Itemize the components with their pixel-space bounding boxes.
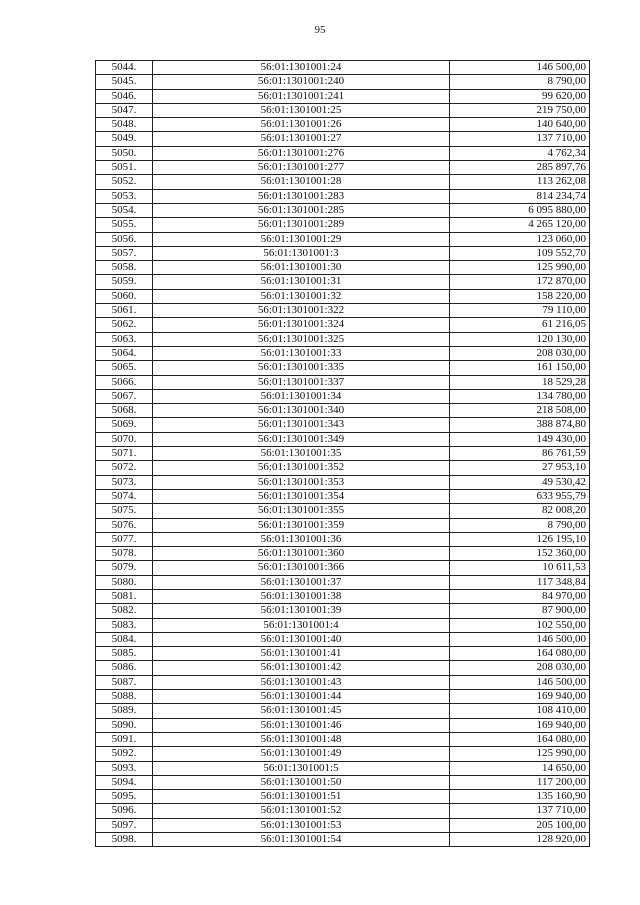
cadastral-number-cell: 56:01:1301001:45 (153, 704, 450, 718)
cadastral-number-cell: 56:01:1301001:366 (153, 561, 450, 575)
table-row (96, 361, 590, 375)
row-number-cell: 5063. (96, 332, 153, 346)
row-number-cell: 5069. (96, 418, 153, 432)
table-row (96, 589, 590, 603)
row-number-cell: 5051. (96, 161, 153, 175)
cadastral-number-cell: 56:01:1301001:53 (153, 818, 450, 832)
table-row (96, 475, 590, 489)
row-number-cell: 5086. (96, 661, 153, 675)
cadastral-value-cell: 4 265 120,00 (450, 218, 590, 232)
table-row (96, 790, 590, 804)
cadastral-value-cell: 135 160,90 (450, 790, 590, 804)
cadastral-number-cell: 56:01:1301001:24 (153, 61, 450, 75)
table-row (96, 189, 590, 203)
row-number-cell: 5066. (96, 375, 153, 389)
row-number-cell: 5067. (96, 389, 153, 403)
cadastral-number-cell: 56:01:1301001:44 (153, 690, 450, 704)
cadastral-number-cell: 56:01:1301001:26 (153, 118, 450, 132)
table-row (96, 532, 590, 546)
cadastral-number-cell: 56:01:1301001:30 (153, 261, 450, 275)
table-row (96, 447, 590, 461)
row-number-cell: 5059. (96, 275, 153, 289)
cadastral-number-cell: 56:01:1301001:289 (153, 218, 450, 232)
row-number-cell: 5061. (96, 304, 153, 318)
table-row (96, 275, 590, 289)
table-row (96, 61, 590, 75)
cadastral-value-cell: 82 008,20 (450, 504, 590, 518)
table-row (96, 518, 590, 532)
table-row (96, 146, 590, 160)
row-number-cell: 5065. (96, 361, 153, 375)
cadastral-number-cell: 56:01:1301001:353 (153, 475, 450, 489)
cadastral-value-cell: 99 620,00 (450, 89, 590, 103)
cadastral-value-cell: 205 100,00 (450, 818, 590, 832)
cadastral-value-cell: 134 780,00 (450, 389, 590, 403)
table-row (96, 318, 590, 332)
page-number: 95 (314, 24, 326, 36)
registry-table-body (96, 61, 590, 847)
row-number-cell: 5047. (96, 103, 153, 117)
table-row (96, 246, 590, 260)
table-row (96, 289, 590, 303)
cadastral-value-cell: 152 360,00 (450, 547, 590, 561)
table-row (96, 432, 590, 446)
row-number-cell: 5046. (96, 89, 153, 103)
row-number-cell: 5083. (96, 618, 153, 632)
cadastral-value-cell: 208 030,00 (450, 346, 590, 360)
cadastral-number-cell: 56:01:1301001:283 (153, 189, 450, 203)
table-row (96, 89, 590, 103)
cadastral-number-cell: 56:01:1301001:27 (153, 132, 450, 146)
cadastral-number-cell: 56:01:1301001:38 (153, 589, 450, 603)
cadastral-number-cell: 56:01:1301001:359 (153, 518, 450, 532)
cadastral-number-cell: 56:01:1301001:3 (153, 246, 450, 260)
table-row (96, 575, 590, 589)
cadastral-value-cell: 18 529,28 (450, 375, 590, 389)
cadastral-number-cell: 56:01:1301001:25 (153, 103, 450, 117)
table-row (96, 690, 590, 704)
cadastral-value-cell: 140 640,00 (450, 118, 590, 132)
table-row (96, 747, 590, 761)
row-number-cell: 5052. (96, 175, 153, 189)
cadastral-value-cell: 10 611,53 (450, 561, 590, 575)
row-number-cell: 5068. (96, 404, 153, 418)
cadastral-value-cell: 120 130,00 (450, 332, 590, 346)
cadastral-value-cell: 14 650,00 (450, 761, 590, 775)
cadastral-value-cell: 125 990,00 (450, 747, 590, 761)
cadastral-value-cell: 128 920,00 (450, 833, 590, 847)
cadastral-number-cell: 56:01:1301001:33 (153, 346, 450, 360)
cadastral-value-cell: 814 234,74 (450, 189, 590, 203)
cadastral-number-cell: 56:01:1301001:37 (153, 575, 450, 589)
row-number-cell: 5093. (96, 761, 153, 775)
cadastral-number-cell: 56:01:1301001:343 (153, 418, 450, 432)
cadastral-value-cell: 633 955,79 (450, 489, 590, 503)
cadastral-number-cell: 56:01:1301001:51 (153, 790, 450, 804)
table-row (96, 404, 590, 418)
cadastral-value-cell: 388 874,80 (450, 418, 590, 432)
cadastral-value-cell: 158 220,00 (450, 289, 590, 303)
row-number-cell: 5085. (96, 647, 153, 661)
row-number-cell: 5054. (96, 203, 153, 217)
cadastral-value-cell: 285 897,76 (450, 161, 590, 175)
cadastral-number-cell: 56:01:1301001:241 (153, 89, 450, 103)
cadastral-value-cell: 27 953,10 (450, 461, 590, 475)
row-number-cell: 5091. (96, 732, 153, 746)
cadastral-number-cell: 56:01:1301001:276 (153, 146, 450, 160)
cadastral-number-cell: 56:01:1301001:352 (153, 461, 450, 475)
cadastral-number-cell: 56:01:1301001:42 (153, 661, 450, 675)
row-number-cell: 5074. (96, 489, 153, 503)
row-number-cell: 5056. (96, 232, 153, 246)
row-number-cell: 5094. (96, 775, 153, 789)
cadastral-number-cell: 56:01:1301001:28 (153, 175, 450, 189)
cadastral-value-cell: 117 200,00 (450, 775, 590, 789)
cadastral-value-cell: 137 710,00 (450, 804, 590, 818)
cadastral-number-cell: 56:01:1301001:40 (153, 632, 450, 646)
cadastral-value-cell: 172 870,00 (450, 275, 590, 289)
table-row (96, 304, 590, 318)
cadastral-number-cell: 56:01:1301001:36 (153, 532, 450, 546)
cadastral-value-cell: 125 990,00 (450, 261, 590, 275)
cadastral-value-cell: 126 195,10 (450, 532, 590, 546)
row-number-cell: 5097. (96, 818, 153, 832)
cadastral-number-cell: 56:01:1301001:34 (153, 389, 450, 403)
row-number-cell: 5045. (96, 75, 153, 89)
row-number-cell: 5050. (96, 146, 153, 160)
table-row (96, 833, 590, 847)
row-number-cell: 5088. (96, 690, 153, 704)
row-number-cell: 5095. (96, 790, 153, 804)
cadastral-value-cell: 146 500,00 (450, 632, 590, 646)
cadastral-number-cell: 56:01:1301001:50 (153, 775, 450, 789)
table-row (96, 718, 590, 732)
table-row (96, 818, 590, 832)
table-row (96, 704, 590, 718)
table-row (96, 418, 590, 432)
row-number-cell: 5077. (96, 532, 153, 546)
cadastral-number-cell: 56:01:1301001:340 (153, 404, 450, 418)
cadastral-value-cell: 4 762,34 (450, 146, 590, 160)
cadastral-number-cell: 56:01:1301001:5 (153, 761, 450, 775)
row-number-cell: 5072. (96, 461, 153, 475)
row-number-cell: 5048. (96, 118, 153, 132)
table-row (96, 504, 590, 518)
cadastral-value-cell: 49 530,42 (450, 475, 590, 489)
cadastral-value-cell: 8 790,00 (450, 75, 590, 89)
cadastral-number-cell: 56:01:1301001:35 (153, 447, 450, 461)
cadastral-number-cell: 56:01:1301001:41 (153, 647, 450, 661)
row-number-cell: 5060. (96, 289, 153, 303)
cadastral-number-cell: 56:01:1301001:29 (153, 232, 450, 246)
row-number-cell: 5090. (96, 718, 153, 732)
row-number-cell: 5084. (96, 632, 153, 646)
cadastral-value-cell: 102 550,00 (450, 618, 590, 632)
table-row (96, 775, 590, 789)
row-number-cell: 5080. (96, 575, 153, 589)
cadastral-value-cell: 84 970,00 (450, 589, 590, 603)
cadastral-value-cell: 164 080,00 (450, 647, 590, 661)
row-number-cell: 5055. (96, 218, 153, 232)
table-row (96, 346, 590, 360)
table-row (96, 75, 590, 89)
registry-table (95, 60, 590, 847)
cadastral-value-cell: 169 940,00 (450, 718, 590, 732)
table-row (96, 561, 590, 575)
cadastral-number-cell: 56:01:1301001:52 (153, 804, 450, 818)
table-row (96, 661, 590, 675)
table-row (96, 632, 590, 646)
row-number-cell: 5096. (96, 804, 153, 818)
cadastral-value-cell: 149 430,00 (450, 432, 590, 446)
row-number-cell: 5049. (96, 132, 153, 146)
table-row (96, 218, 590, 232)
table-row (96, 261, 590, 275)
row-number-cell: 5058. (96, 261, 153, 275)
cadastral-number-cell: 56:01:1301001:39 (153, 604, 450, 618)
table-row (96, 161, 590, 175)
row-number-cell: 5053. (96, 189, 153, 203)
cadastral-value-cell: 109 552,70 (450, 246, 590, 260)
table-row (96, 604, 590, 618)
cadastral-number-cell: 56:01:1301001:324 (153, 318, 450, 332)
table-row (96, 118, 590, 132)
table-row (96, 375, 590, 389)
row-number-cell: 5064. (96, 346, 153, 360)
row-number-cell: 5098. (96, 833, 153, 847)
cadastral-value-cell: 219 750,00 (450, 103, 590, 117)
table-row (96, 203, 590, 217)
row-number-cell: 5081. (96, 589, 153, 603)
cadastral-number-cell: 56:01:1301001:325 (153, 332, 450, 346)
cadastral-number-cell: 56:01:1301001:54 (153, 833, 450, 847)
table-row (96, 647, 590, 661)
cadastral-value-cell: 113 262,08 (450, 175, 590, 189)
row-number-cell: 5070. (96, 432, 153, 446)
cadastral-number-cell: 56:01:1301001:49 (153, 747, 450, 761)
table-row (96, 761, 590, 775)
row-number-cell: 5082. (96, 604, 153, 618)
row-number-cell: 5087. (96, 675, 153, 689)
cadastral-value-cell: 117 348,84 (450, 575, 590, 589)
row-number-cell: 5044. (96, 61, 153, 75)
cadastral-value-cell: 146 500,00 (450, 61, 590, 75)
row-number-cell: 5073. (96, 475, 153, 489)
cadastral-number-cell: 56:01:1301001:337 (153, 375, 450, 389)
table-row (96, 547, 590, 561)
cadastral-number-cell: 56:01:1301001:360 (153, 547, 450, 561)
table-row (96, 732, 590, 746)
table-row (96, 675, 590, 689)
cadastral-number-cell: 56:01:1301001:240 (153, 75, 450, 89)
table-row (96, 618, 590, 632)
row-number-cell: 5075. (96, 504, 153, 518)
cadastral-value-cell: 86 761,59 (450, 447, 590, 461)
cadastral-value-cell: 79 110,00 (450, 304, 590, 318)
table-row (96, 461, 590, 475)
cadastral-number-cell: 56:01:1301001:32 (153, 289, 450, 303)
cadastral-value-cell: 137 710,00 (450, 132, 590, 146)
cadastral-value-cell: 87 900,00 (450, 604, 590, 618)
table-row (96, 332, 590, 346)
row-number-cell: 5076. (96, 518, 153, 532)
cadastral-number-cell: 56:01:1301001:48 (153, 732, 450, 746)
cadastral-number-cell: 56:01:1301001:354 (153, 489, 450, 503)
table-row (96, 804, 590, 818)
cadastral-value-cell: 6 095 880,00 (450, 203, 590, 217)
cadastral-number-cell: 56:01:1301001:277 (153, 161, 450, 175)
row-number-cell: 5092. (96, 747, 153, 761)
cadastral-number-cell: 56:01:1301001:46 (153, 718, 450, 732)
cadastral-number-cell: 56:01:1301001:43 (153, 675, 450, 689)
row-number-cell: 5089. (96, 704, 153, 718)
cadastral-value-cell: 164 080,00 (450, 732, 590, 746)
table-row (96, 132, 590, 146)
cadastral-number-cell: 56:01:1301001:4 (153, 618, 450, 632)
row-number-cell: 5078. (96, 547, 153, 561)
cadastral-number-cell: 56:01:1301001:322 (153, 304, 450, 318)
cadastral-number-cell: 56:01:1301001:355 (153, 504, 450, 518)
row-number-cell: 5079. (96, 561, 153, 575)
cadastral-value-cell: 161 150,00 (450, 361, 590, 375)
cadastral-number-cell: 56:01:1301001:285 (153, 203, 450, 217)
row-number-cell: 5071. (96, 447, 153, 461)
table-row (96, 489, 590, 503)
cadastral-number-cell: 56:01:1301001:335 (153, 361, 450, 375)
cadastral-value-cell: 61 216,05 (450, 318, 590, 332)
cadastral-value-cell: 8 790,00 (450, 518, 590, 532)
cadastral-value-cell: 146 500,00 (450, 675, 590, 689)
row-number-cell: 5062. (96, 318, 153, 332)
table-row (96, 389, 590, 403)
cadastral-value-cell: 218 508,00 (450, 404, 590, 418)
cadastral-value-cell: 108 410,00 (450, 704, 590, 718)
cadastral-value-cell: 208 030,00 (450, 661, 590, 675)
cadastral-value-cell: 169 940,00 (450, 690, 590, 704)
table-row (96, 103, 590, 117)
table-row (96, 232, 590, 246)
cadastral-number-cell: 56:01:1301001:31 (153, 275, 450, 289)
row-number-cell: 5057. (96, 246, 153, 260)
cadastral-number-cell: 56:01:1301001:349 (153, 432, 450, 446)
table-row (96, 175, 590, 189)
cadastral-value-cell: 123 060,00 (450, 232, 590, 246)
